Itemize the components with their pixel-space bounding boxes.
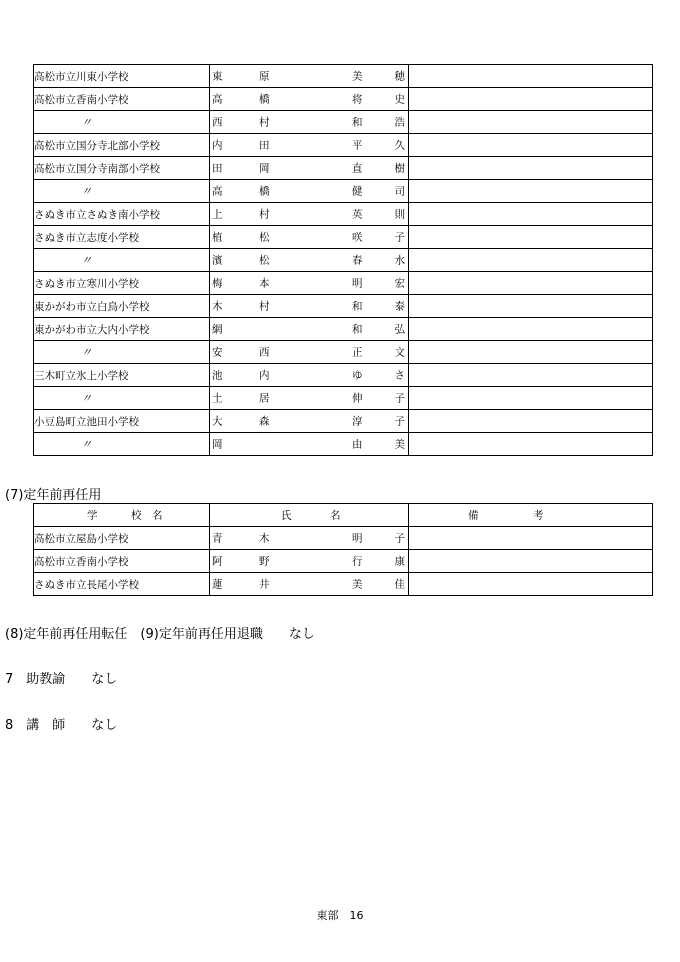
- note-cell: [409, 272, 653, 295]
- name-char: 直: [352, 162, 363, 175]
- name-char: 村: [259, 116, 270, 129]
- name-char: 池: [212, 369, 223, 382]
- school-name: さぬき市立さぬき南小学校: [34, 208, 160, 221]
- person-name-cell: [210, 573, 409, 596]
- name-char: 井: [259, 578, 270, 591]
- person-name-cell: [210, 111, 409, 134]
- person-name-cell: [210, 180, 409, 203]
- school-cell: [34, 65, 210, 88]
- table-row: [34, 111, 653, 134]
- name-char: 田: [212, 162, 223, 175]
- name-char: 健: [352, 185, 363, 198]
- name-char: 高: [212, 93, 223, 106]
- school-cell: [34, 527, 210, 550]
- person-name-cell: [210, 387, 409, 410]
- section-8-9-text: (8)定年前再任用転任 (9)定年前再任用退職 なし: [5, 627, 315, 642]
- school-name: 〃: [81, 346, 92, 359]
- section-lecturer: 8 講 師 なし: [5, 718, 118, 733]
- school-name: 小豆島町立池田小学校: [34, 415, 139, 428]
- note-cell: [409, 111, 653, 134]
- note-cell: [409, 318, 653, 341]
- name-char: 岡: [259, 162, 270, 175]
- name-char: 居: [259, 392, 270, 405]
- person-name-cell: [210, 249, 409, 272]
- school-cell: [34, 341, 210, 364]
- name-char: 伸: [352, 392, 363, 405]
- school-cell: [34, 226, 210, 249]
- name-char: さ: [394, 369, 405, 382]
- school-cell: [34, 387, 210, 410]
- name-char: 土: [212, 392, 223, 405]
- note-cell: [409, 410, 653, 433]
- table-row: [34, 550, 653, 573]
- name-char: 明: [352, 277, 363, 290]
- name-char: 子: [394, 532, 405, 545]
- person-name-cell: [210, 203, 409, 226]
- note-cell: [409, 550, 653, 573]
- name-char: 浩: [394, 116, 405, 129]
- name-char: 春: [352, 254, 363, 267]
- school-name: さぬき市立志度小学校: [34, 231, 139, 244]
- name-char: 子: [394, 392, 405, 405]
- name-char: 美: [352, 578, 363, 591]
- note-cell: [409, 364, 653, 387]
- table-row: [34, 88, 653, 111]
- table-row: [34, 341, 653, 364]
- person-name-cell: [210, 65, 409, 88]
- note-cell: [409, 433, 653, 456]
- person-name-cell: [210, 410, 409, 433]
- school-cell: [34, 410, 210, 433]
- person-name-cell: [210, 272, 409, 295]
- name-char: 和: [352, 116, 363, 129]
- school-cell: [34, 573, 210, 596]
- table-header-row: [34, 504, 653, 527]
- table-row: [34, 364, 653, 387]
- name-char: 淳: [352, 415, 363, 428]
- name-char: 水: [394, 254, 405, 267]
- name-char: 阿: [212, 555, 223, 568]
- person-name-cell: [210, 226, 409, 249]
- name-char: 松: [259, 254, 270, 267]
- school-name: 高松市立国分寺北部小学校: [34, 139, 160, 152]
- school-name: 三木町立氷上小学校: [34, 369, 129, 382]
- name-char: 佳: [394, 578, 405, 591]
- name-char: 子: [394, 415, 405, 428]
- school-cell: [34, 364, 210, 387]
- note-cell: [409, 527, 653, 550]
- person-name-cell: [210, 527, 409, 550]
- name-char: 咲: [352, 231, 363, 244]
- table-row: [34, 203, 653, 226]
- name-char: 原: [259, 70, 270, 83]
- name-char: 網: [212, 323, 223, 336]
- note-cell: [409, 88, 653, 111]
- table-row: [34, 134, 653, 157]
- school-name: 東かがわ市立白鳥小学校: [34, 300, 150, 313]
- name-char: 美: [394, 438, 405, 451]
- name-char: 木: [259, 532, 270, 545]
- school-name: 〃: [81, 185, 92, 198]
- person-name-cell: [210, 157, 409, 180]
- name-char: 和: [352, 300, 363, 313]
- name-char: 樹: [394, 162, 405, 175]
- school-cell: [34, 88, 210, 111]
- name-char: 弘: [394, 323, 405, 336]
- table-row: [34, 180, 653, 203]
- school-cell: [34, 203, 210, 226]
- name-char: 村: [259, 300, 270, 313]
- name-char: 史: [394, 93, 405, 106]
- school-cell: [34, 134, 210, 157]
- name-char: 宏: [394, 277, 405, 290]
- note-cell: [409, 134, 653, 157]
- name-char: 大: [212, 415, 223, 428]
- person-name-cell: [210, 295, 409, 318]
- header-name: 氏 名: [210, 504, 409, 527]
- school-cell: [34, 157, 210, 180]
- school-name: さぬき市立長尾小学校: [34, 578, 139, 591]
- school-name: 〃: [81, 254, 92, 267]
- name-char: 明: [352, 532, 363, 545]
- staff-table: [33, 64, 653, 456]
- name-char: 西: [259, 346, 270, 359]
- name-char: 本: [259, 277, 270, 290]
- person-name-cell: [210, 364, 409, 387]
- note-cell: [409, 203, 653, 226]
- school-cell: [34, 318, 210, 341]
- name-char: 村: [259, 208, 270, 221]
- name-char: 由: [352, 438, 363, 451]
- name-char: 正: [352, 346, 363, 359]
- name-char: 野: [259, 555, 270, 568]
- note-cell: [409, 249, 653, 272]
- name-char: 森: [259, 415, 270, 428]
- table-row: [34, 527, 653, 550]
- name-char: 内: [259, 369, 270, 382]
- table-row: [34, 272, 653, 295]
- school-cell: [34, 295, 210, 318]
- table-row: [34, 249, 653, 272]
- name-char: 田: [259, 139, 270, 152]
- name-char: 安: [212, 346, 223, 359]
- name-char: 橋: [259, 93, 270, 106]
- name-char: 西: [212, 116, 223, 129]
- name-char: 高: [212, 185, 223, 198]
- header-school: 学 校 名: [34, 504, 210, 527]
- school-cell: [34, 180, 210, 203]
- school-name: 高松市立川東小学校: [34, 70, 129, 83]
- name-char: 東: [212, 70, 223, 83]
- section-title-reappointment: (7)定年前再任用: [5, 488, 102, 503]
- name-char: 木: [212, 300, 223, 313]
- name-char: 泰: [394, 300, 405, 313]
- table-row: [34, 65, 653, 88]
- note-cell: [409, 65, 653, 88]
- school-cell: [34, 550, 210, 573]
- table-row: [34, 318, 653, 341]
- person-name-cell: [210, 318, 409, 341]
- name-char: 行: [352, 555, 363, 568]
- note-cell: [409, 226, 653, 249]
- note-cell: [409, 387, 653, 410]
- name-char: 内: [212, 139, 223, 152]
- note-cell: [409, 573, 653, 596]
- name-char: 子: [394, 231, 405, 244]
- table-row: [34, 573, 653, 596]
- school-name: 〃: [81, 392, 92, 405]
- school-name: 〃: [81, 438, 92, 451]
- name-char: 将: [352, 93, 363, 106]
- person-name-cell: [210, 341, 409, 364]
- note-cell: [409, 180, 653, 203]
- name-char: ゆ: [352, 369, 363, 382]
- name-char: 橋: [259, 185, 270, 198]
- table-row: [34, 410, 653, 433]
- name-char: 康: [394, 555, 405, 568]
- school-cell: [34, 111, 210, 134]
- name-char: 蓮: [212, 578, 223, 591]
- name-char: 上: [212, 208, 223, 221]
- person-name-cell: [210, 433, 409, 456]
- name-char: 梅: [212, 277, 223, 290]
- name-char: 文: [394, 346, 405, 359]
- person-name-cell: [210, 88, 409, 111]
- school-cell: [34, 249, 210, 272]
- school-cell: [34, 433, 210, 456]
- person-name-cell: [210, 134, 409, 157]
- header-note: 備 考: [409, 504, 653, 527]
- page-footer: 東部 16: [316, 909, 364, 922]
- school-name: 東かがわ市立大内小学校: [34, 323, 150, 336]
- table-row: [34, 433, 653, 456]
- school-name: 高松市立香南小学校: [34, 93, 129, 106]
- note-cell: [409, 157, 653, 180]
- name-char: 久: [394, 139, 405, 152]
- table-row: [34, 226, 653, 249]
- table-row: [34, 387, 653, 410]
- note-cell: [409, 341, 653, 364]
- school-name: さぬき市立寒川小学校: [34, 277, 139, 290]
- name-char: 平: [352, 139, 363, 152]
- name-char: 司: [394, 185, 405, 198]
- name-char: 青: [212, 532, 223, 545]
- person-name-cell: [210, 550, 409, 573]
- table-row: [34, 157, 653, 180]
- school-name: 高松市立香南小学校: [34, 555, 129, 568]
- school-name: 高松市立屋島小学校: [34, 532, 129, 545]
- name-char: 松: [259, 231, 270, 244]
- name-char: 和: [352, 323, 363, 336]
- school-cell: [34, 272, 210, 295]
- table-row: [34, 295, 653, 318]
- name-char: 美: [352, 70, 363, 83]
- school-name: 〃: [81, 116, 92, 129]
- reappointment-table: [33, 503, 653, 596]
- name-char: 植: [212, 231, 223, 244]
- school-name: 高松市立国分寺南部小学校: [34, 162, 160, 175]
- name-char: 穂: [394, 70, 405, 83]
- name-char: 英: [352, 208, 363, 221]
- name-char: 岡: [212, 438, 223, 451]
- note-cell: [409, 295, 653, 318]
- name-char: 濱: [212, 254, 223, 267]
- name-char: 則: [394, 208, 405, 221]
- section-assistant-teacher: 7 助教諭 なし: [5, 672, 118, 687]
